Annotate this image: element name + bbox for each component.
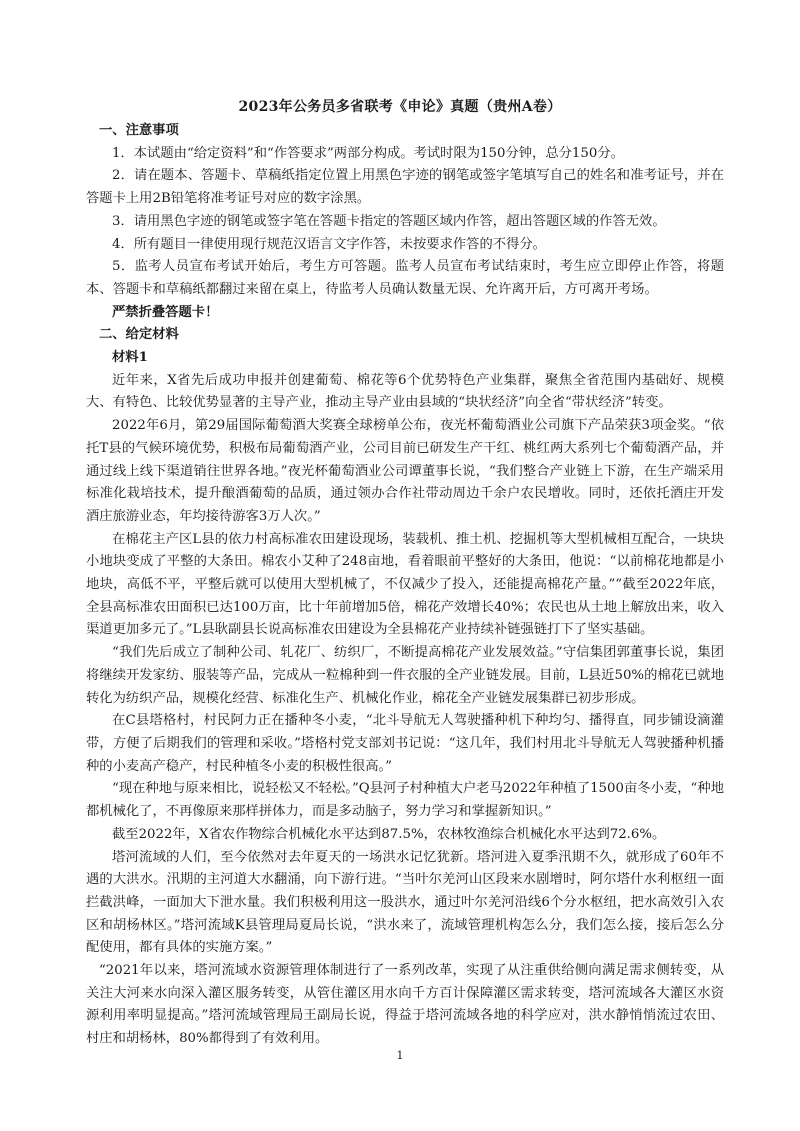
section-heading-materials: 二、给定材料 (99, 327, 179, 343)
material-paragraph: 塔河流域的人们，至今依然对去年夏天的一场洪水记忆犹新。塔河进入夏季汛期不久，就形成了60年不遇的大洪水。汛期的主河道大水翻涌，向下游行进。“当叶尔羌河山区段来水剧增时，阿尔塔什水利枢纽一面拦截洪峰，一面加大下泄水量。我们积极利用这一股洪水，通过叶尔羌河沿线6个分水枢纽，把水高效引入农区和胡杨林区。”塔河流域K县管理局夏局长说，“洪水来了，流域管理机构怎么分，我们怎么接，接后怎么分配使用，都有具体的实施方案。” (86, 849, 724, 956)
material-paragraph: “我们先后成立了制种公司、轧花厂、纺织厂，不断提高棉花产业发展效益。”守信集团郭董事长说，集团将继续开发家纺、服装等产品，完成从一粒棉种到一件衣服的全产业链发展。目前，L县近50%的棉花已就地转化为纺织产品，规模化经营、标准化生产、机械化作业，棉花全产业链发展集群已初步形成。 (86, 645, 724, 706)
material-paragraph: 截至2022年，X省农作物综合机械化水平达到87.5%，农林牧渔综合机械化水平达到72.6%。 (112, 826, 666, 842)
notice-item: 5．监考人员宣布考试开始后，考生方可答题。监考人员宣布考试结束时，考生应立即停止作答，将题本、答题卡和草稿纸都翻过来留在桌上，待监考人员确认数量无误、允许离开后，方可离开考场。 (86, 259, 724, 297)
section-heading-notes: 一、注意事项 (99, 123, 179, 138)
material-paragraph: 在C县塔格村，村民阿力正在播种冬小麦，“北斗导航无人驾驶播种机下种均匀、播得直，同步铺设滴灌带，方便了后期我们的管理和采收。”塔格村党支部刘书记说：“这几年，我们村用北斗导航无人驾驶播种机播种的小麦高产稳产，村民种植冬小麦的积极性很高。” (86, 713, 724, 774)
notice-item: 4．所有题目一律使用现行规范汉语言文字作答，未按要求作答的不得分。 (112, 236, 546, 252)
material-paragraph: 2022年6月，第29届国际葡萄酒大奖赛全球榜单公布，夜光杯葡萄酒业公司旗下产品荣获3项金奖。“依托T县的气候环境优势，积极布局葡萄酒产业，公司目前已研发生产干红、桃红两大系列七个葡萄酒产品，并通过线上线下渠道销往世界各地。”夜光杯葡萄酒业公司谭董事长说，“我们整合产业链上下游，在生产端采用标准化栽培技术，提升酿酒葡萄的品质，通过领办合作社带动周边千余户农民增收。同时，还依托酒庄开发酒庄旅游业态，年均接待游客3万人次。” (86, 418, 724, 524)
document-body (86, 120, 724, 1051)
material-paragraph: “2021年以来，塔河流域水资源管理体制进行了一系列改革，实现了从注重供给侧向满足需求侧转变，从关注大河来水向深入灌区服务转变，从管住灌区用水向千方百计保障灌区需求转变，塔河流域各大灌区水资源利用率明显提高。”塔河流域管理局王副局长说，得益于塔河流域各地的科学应对，洪水静悄悄流过农田、村庄和胡杨林，80%都得到了有效利用。 (86, 963, 724, 1047)
answer-sheet-warning: 严禁折叠答题卡！ (112, 304, 219, 320)
page-title: 2023年公务员多省联考《申论》真题（贵州A卷） (238, 99, 562, 115)
material-paragraph: 近年来，X省先后成功申报并创建葡萄、棉花等6个优势特色产业集群，聚焦全省范围内基础好、规模大、有特色、比较优势显著的主导产业，推动主导产业由县域的“块状经济”向全省“带状经济”转变。 (86, 372, 724, 411)
material-label: 材料1 (112, 350, 148, 366)
material-paragraph: 在棉花主产区L县的依力村高标准农田建设现场，装载机、推土机、挖掘机等大型机械相互配合，一块块小地块变成了平整的大条田。棉农小艾种了248亩地，看着眼前平整好的大条田，他说：“以前棉花地都是小地块，高低不平，平整后就可以使用大型机械了，不仅减少了投入，还能提高棉花产量。”“截至2022年底，全县高标准农田面积已达100万亩，比十年前增加5倍，棉花产效增长40%；农民也从土地上解放出来，收入渠道更加多元了。”L县耿副县长说高标准农田建设为全县棉花产业持续补链强链打下了坚实基础。 (86, 531, 724, 638)
notice-item: 3．请用黑色字迹的钢笔或签字笔在答题卡指定的答题区域内作答，超出答题区域的作答无效。 (112, 213, 666, 229)
page-number: 1 (396, 1049, 404, 1062)
material-paragraph: “现在种地与原来相比，说轻松又不轻松。”Q县河子村种植大户老马2022年种植了1500亩冬小麦，“种地都机械化了，不再像原来那样拼体力，而是多动脑子，努力学习和掌握新知识。” (86, 781, 724, 820)
notice-item: 2．请在题本、答题卡、草稿纸指定位置上用黑色字迹的钢笔或签字笔填写自己的姓名和准考证号，并在答题卡上用2B铅笔将准考证号对应的数字涂黑。 (86, 168, 724, 207)
notice-item: 1．本试题由“给定资料”和“作答要求”两部分构成。考试时限为150分钟，总分150分。 (112, 145, 624, 161)
